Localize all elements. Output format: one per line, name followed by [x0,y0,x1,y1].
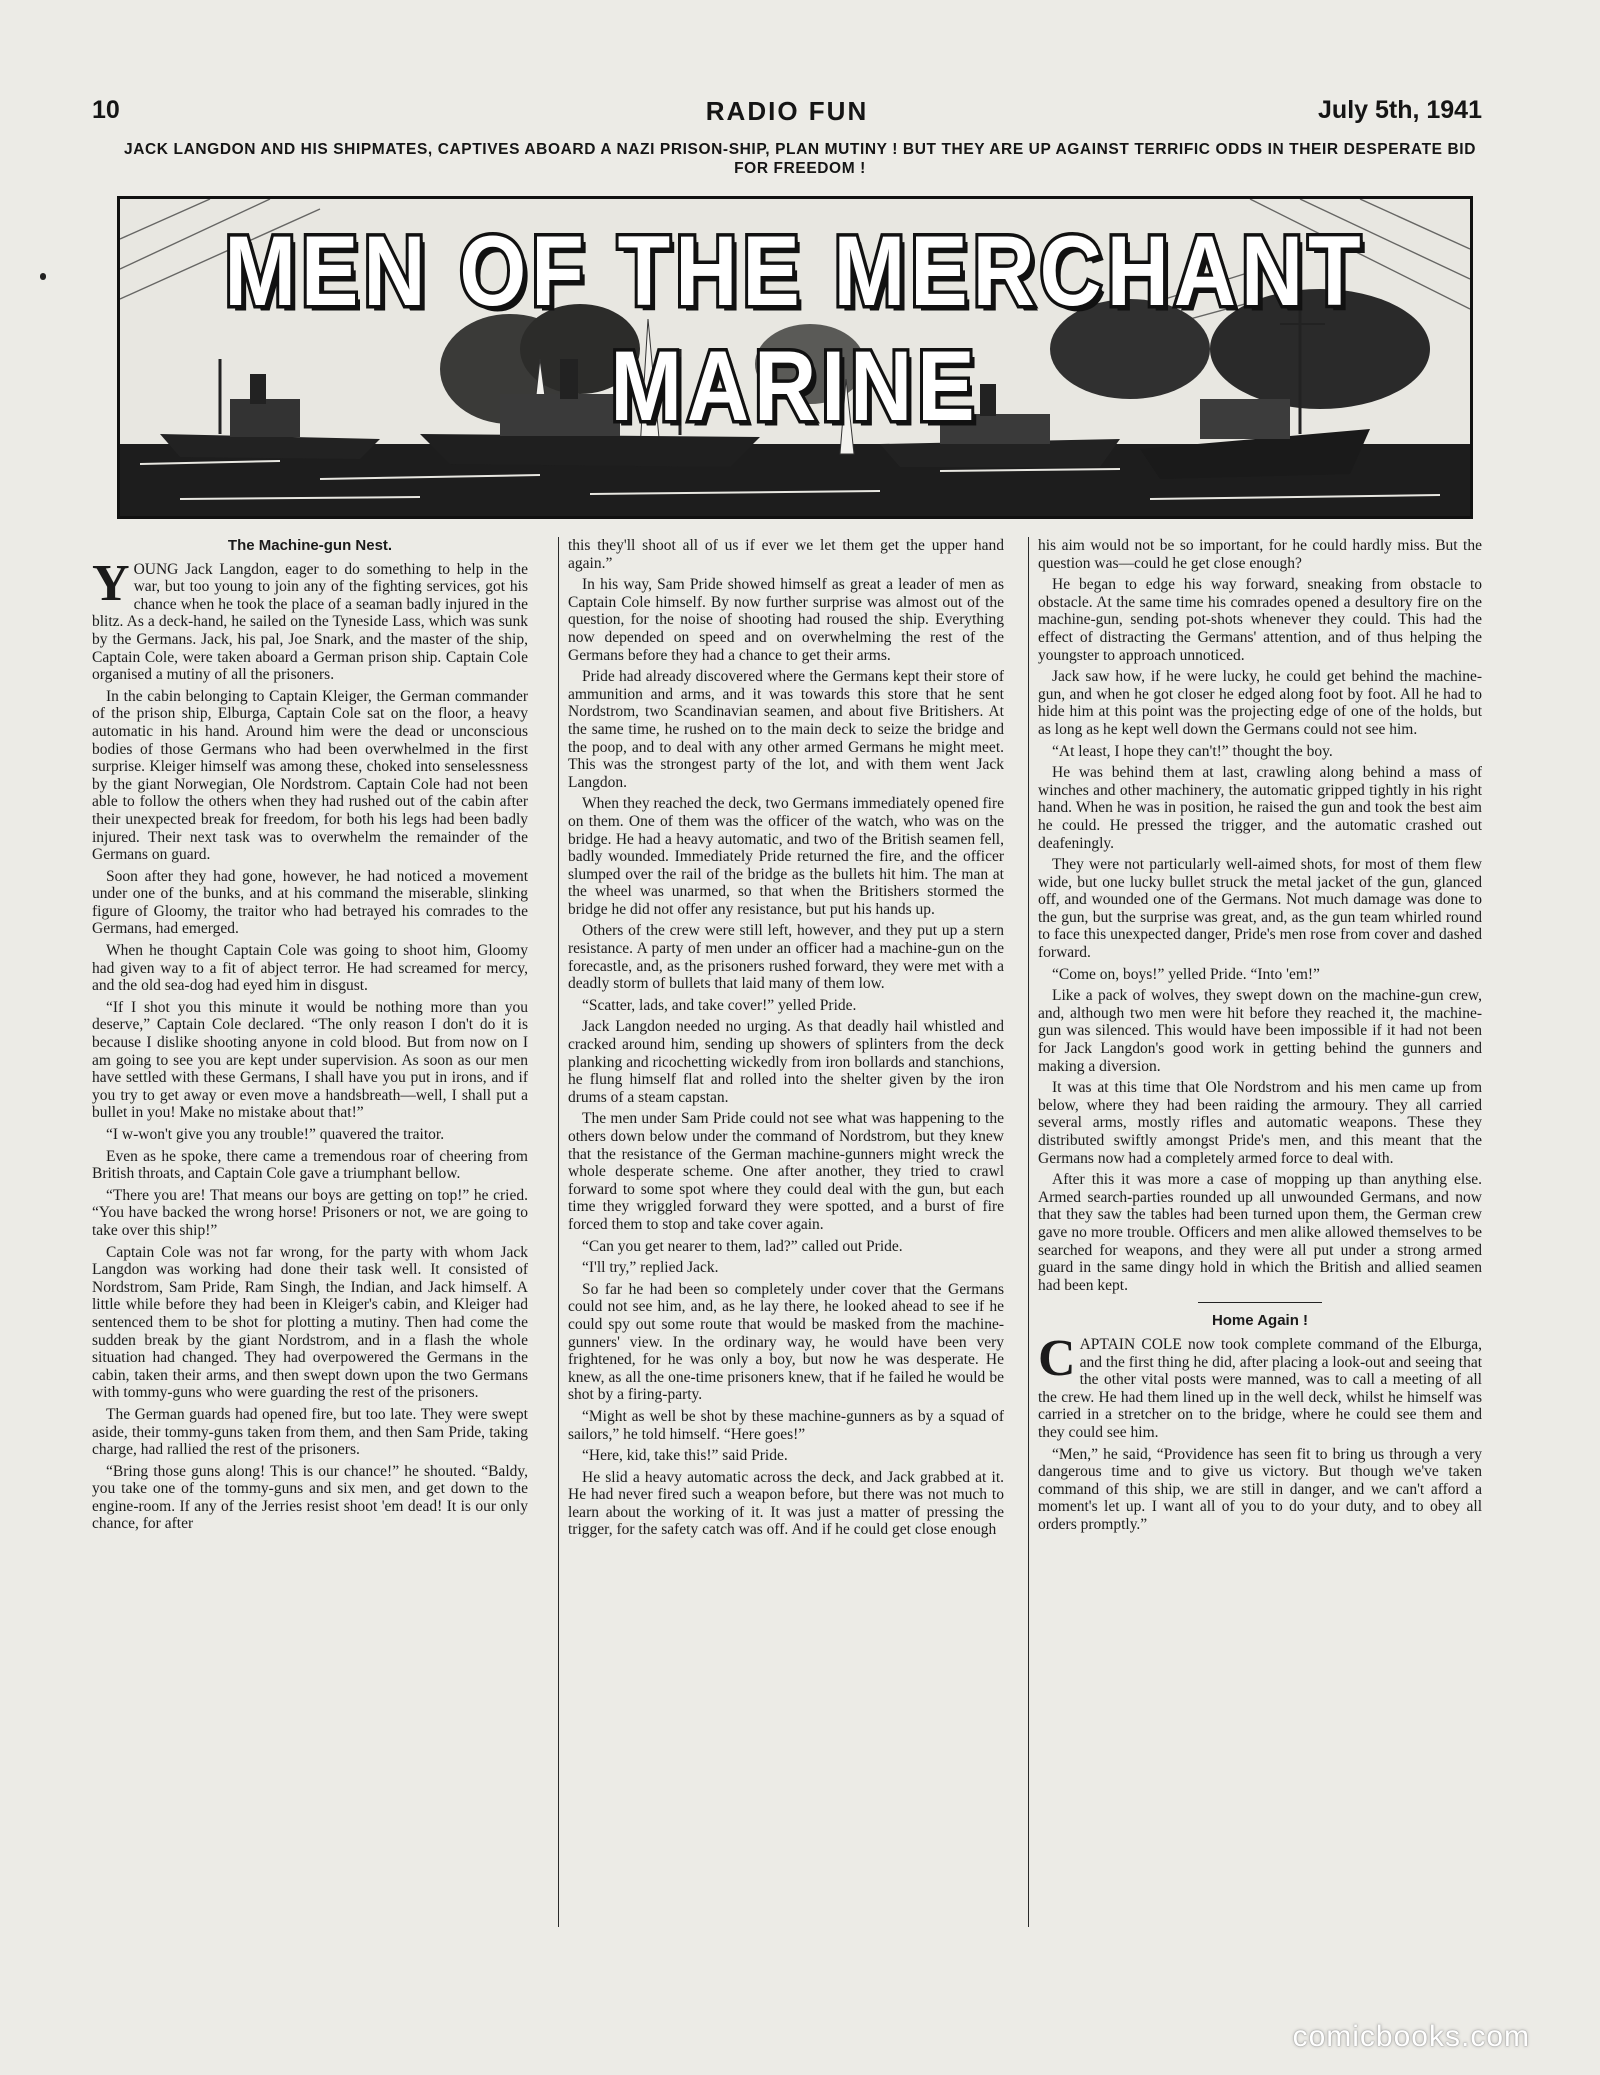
paragraph-text: In the cabin belonging to Captain Kleiger, the German commander of the prison ship, Elburga, Captain Cole sat on the floor, a heavy automatic in his hand. Around him were the dead or unconscious bodies of those Germans who had been overwhelmed in the first surprise. Kleiger himself was among these, choked into senselessness by the giant Norwegian, Ole Nordstrom. Captain Cole had not been able to follow the others when they had rushed out of the cabin after their unexpected break for freedom, for both his legs had been badly injured. Their next task was to overwhelm the remainder of the Germans on guard. [92,687,528,864]
paragraph-text: his aim would not be so important, for he could hardly miss. But the question was—could he get close enough? [1038,537,1482,572]
story-column-2 [568,537,1004,1937]
paragraph-text: “Can you get nearer to them, lad?” called out Pride. [582,1237,903,1255]
paragraph-text: Others of the crew were still left, however, and they put up a stern resistance. A party of men under an officer had a machine-gun on the forecastle, and, as the prisoners rushed forward, they were met with a deadly storm of bullets that laid many of them low. [568,922,1004,993]
story-paragraph [92,688,528,864]
paragraph-text: this they'll shoot all of us if ever we let them get the upper hand again.” [568,537,1004,572]
paragraph-text: When he thought Captain Cole was going to shoot him, Gloomy had given way to a fit of abject terror. He had screamed for mercy, and the old sea-dog had eyed him in disgust. [92,942,528,995]
paragraph-text: Even as he spoke, there came a tremendous roar of cheering from British throats, and Captain Cole gave a triumphant bellow. [92,1147,528,1183]
story-paragraph [1038,576,1482,664]
story-paragraph [1038,764,1482,852]
drop-cap: C [1038,1329,1076,1387]
ink-speck [40,273,46,280]
story-paragraph [92,554,528,684]
paragraph-text: Pride had already discovered where the Germans kept their store of ammunition and arms, and it was towards this store that he sent Nordstrom, two Scandinavian seamen, and about five Britishers. At the same time, he rushed on to the main deck to seize the bridge and the poop, and to deal with any other armed Germans he might meet. This was the strongest party of the lot, and with them went Jack Langdon. [568,668,1004,791]
paragraph-text: He was behind them at last, crawling along behind a mass of winches and other machinery, the automatic gripped tightly in his right hand. When he was in position, he raised the gun and took the best aim he could. He pressed the trigger, and the automatic crashed out deafeningly. [1038,764,1482,852]
story-paragraph [92,1126,528,1144]
paragraph-text: The men under Sam Pride could not see what was happening to the others down below under the command of Nordstrom, but they knew that the resistance of the German machine-gunners might wreck the whole desperate scheme. One after another, they tried to crawl forward to some spot where they could deal with the gun, but each time they wriggled forward they were spotted, and a burst of fire forced them to stop and take cover again. [568,1110,1004,1233]
drop-cap: Y [92,554,130,612]
paragraph-text: They were not particularly well-aimed shots, for most of them flew wide, but one lucky bullet struck the metal jacket of the gun, glanced off, and wounded one of the Germans. Not much damage was done to the gun, but the surprise was great, and, as the gun team whirled round to face this unexpected danger, Pride's men rose from cover and dashed forward. [1038,856,1482,962]
paragraph-text: “Bring those guns along! This is our chance!” he shouted. “Baldy, you take one of the tommy-guns and six men, and get down to the engine-room. If any of the Jerries resist shoot 'em dead! It is our only chance, for after [92,1462,528,1533]
paragraph-text: Jack Langdon needed no urging. As that deadly hail whistled and cracked around him, sending up showers of splinters from the deck planking and ricochetting wickedly from iron bollards and stanchions, he flung himself flat and rolled into the shelter given by the iron drums of a steam capstan. [568,1018,1004,1106]
paragraph-text: In his way, Sam Pride showed himself as great a leader of men as Captain Cole himself. By now further surprise was almost out of the question, for the noise of shooting had roused the ship. Everything now depended on speed and on overwhelming the rest of the Germans before they had a chance to get their arms. [568,576,1004,664]
issue-date: July 5th, 1941 [1318,96,1482,124]
banner-title: MEN OF THE MERCHANT MARINE [224,216,1366,442]
paragraph-text: He began to edge his way forward, sneaking from obstacle to obstacle. At the same time his comrades opened a desultory fire on the machine-gun, sending pot-shots whenever they could. This had the effect of distracting the Germans' attention, and of thus helping the youngster to approach unnoticed. [1038,576,1482,664]
story-paragraph [1038,987,1482,1075]
story-paragraph [1038,1079,1482,1167]
paragraph-text: “Might as well be shot by these machine-gunners as by a squad of sailors,” he told himself. “Here goes!” [568,1407,1004,1443]
paragraph-text: OUNG Jack Langdon, eager to do something to help in the war, but too young to join any of the fighting services, got his chance when he took the place of a seaman badly injured in the blitz. As a deck-hand, he sailed on the Tyneside Lass, which was sunk by the Germans. Jack, his pal, Joe Snark, and the master of the ship, Captain Cole, were taken aboard a German prison ship. Captain Cole organised a mutiny of all the prisoners. [92,560,528,684]
story-paragraph [1038,668,1482,738]
story-paragraph [568,1018,1004,1106]
story-column-1 [92,537,528,1937]
paragraph-text: So far he had been so completely under cover that the Germans could not see him, and, as he lay there, he looked ahead to see if he could spy out some route that would be masked from the machine-gunners' view. In the ordinary way, he would have been very frightened, for he was only a boy, but now he was desperate. He knew, as all the one-time prisoners knew, that if he failed he would be shot by a firing-party. [568,1280,1004,1404]
paragraph-text: It was at this time that Ole Nordstrom and his men came up from below, where they had been raiding the armoury. They all carried several arms, mostly rifles and automatic weapons. These they distributed swiftly amongst Pride's men, and this meant that the Germans now had a completely armed force to deal with. [1038,1079,1482,1167]
story-paragraph [568,1110,1004,1233]
story-paragraph [1038,966,1482,984]
story-paragraph [568,1447,1004,1465]
paragraph-text: Soon after they had gone, however, he had noticed a movement under one of the bunks, and at his command the miserable, slinking figure of Gloomy, the traitor who had betrayed his comrades to the Germans, had emerged. [92,867,528,938]
story-paragraph [92,942,528,995]
story-paragraph [92,868,528,938]
story-paragraph [92,1148,528,1183]
paragraph-text: The German guards had opened fire, but too late. They were swept aside, their tommy-guns taken from them, and then Sam Pride, taking charge, had rallied the rest of the prisoners. [92,1405,528,1459]
paragraph-text: Like a pack of wolves, they swept down on the machine-gun crew, and, although two men were hit before they reached it, the machine-gun was silenced. This would have been impossible if it had not been for Jack Langdon's good work in getting behind the gunners and making a diversion. [1038,987,1482,1075]
paragraph-text: “Scatter, lads, and take cover!” yelled Pride. [582,996,857,1014]
story-teaser: JACK LANGDON AND HIS SHIPMATES, CAPTIVES ABOARD A NAZI PRISON-SHIP, PLAN MUTINY ! BUT THEY ARE UP AGAINST TERRIFIC ODDS IN THEIR DESPERATE BID FOR FREEDOM ! [124,141,1476,177]
paragraph-text: “I w-won't give you any trouble!” quavered the traitor. [106,1126,445,1143]
story-paragraph [568,997,1004,1015]
story-paragraph [568,1238,1004,1256]
story-paragraph [568,1408,1004,1443]
column-divider [1028,537,1029,1927]
story-paragraph [568,1259,1004,1277]
story-paragraph [568,922,1004,992]
story-paragraph [92,1463,528,1533]
story-paragraph [568,576,1004,664]
paragraph-text: “Come on, boys!” yelled Pride. “Into 'em!” [1052,965,1320,983]
story-paragraph [568,1469,1004,1539]
story-paragraph [1038,1171,1482,1294]
publication-title: RADIO FUN [705,96,869,126]
paragraph-text: “Here, kid, take this!” said Pride. [582,1447,788,1465]
story-paragraph [568,795,1004,918]
story-paragraph [568,668,1004,791]
story-paragraph [1038,743,1482,761]
column-divider [558,537,559,1927]
story-paragraph [92,1244,528,1402]
story-paragraph [92,999,528,1122]
story-column-3 [1038,537,1482,1937]
paragraph-text: “Men,” he said, “Providence has seen fit to bring us through a very dangerous time and to give us victory. But though we've taken command of this ship, we are still in danger, and we can't afford a moment's let up. I want all of you to do your duty, and to obey all orders promptly.” [1038,1445,1482,1533]
story-paragraph [568,537,1004,572]
paragraph-text: “At least, I hope they can't!” thought the boy. [1052,742,1333,760]
paragraph-text: APTAIN COLE now took complete command of the Elburga, and the first thing he did, after placing a look-out and seeing that the other vital posts were manned, was to call a meeting of all the crew. He had them lined up in the well deck, whilst he himself was carried in a stretcher on to the bridge, where he could see them and they could see him. [1038,1335,1482,1441]
story-paragraph [1038,1329,1482,1442]
paragraph-text: “I'll try,” replied Jack. [582,1259,719,1277]
story-paragraph [1038,856,1482,962]
story-paragraph [1038,1446,1482,1534]
paragraph-text: After this it was more a case of mopping up than anything else. Armed search-parties rounded up all unwounded Germans, and now that they saw the tables had been turned upon them, the German crew gave no more trouble. Officers and men alike allowed themselves to be searched for weapons, and they were all put under a strong armed guard in the same dingy hold in which the British and allied seamen had been kept. [1038,1171,1482,1294]
story-paragraph [92,1406,528,1459]
paragraph-text: When they reached the deck, two Germans immediately opened fire on them. One of them was the officer of the watch, who was on the bridge. He had a heavy automatic, and two of the British seamen fell, badly wounded. Immediately Pride returned the fire, and the officer slumped over the rail of the bridge as the bullets hit him. The man at the wheel was unarmed, so that when the Britishers stormed the bridge he did not offer any resistance, but put his hands up. [568,795,1004,918]
section-heading: Home Again ! [1038,1312,1482,1330]
title-banner [117,196,1473,519]
paragraph-text: “If I shot you this minute it would be nothing more than you deserve,” Captain Cole declared. “The only reason I don't do it is because I dislike shooting anyone in cold blood. But from now on I am going to see you are kept under supervision. As soon as our men have settled with these Germans, I shall have you put in irons, and if you try to get away or even move a handsbreath—well, I shall put a bullet in you! Make no mistake about that!” [92,998,528,1122]
page-number: 10 [92,96,120,124]
site-watermark: comicbooks.com [1292,2020,1530,2053]
paragraph-text: He slid a heavy automatic across the deck, and Jack grabbed at it. He had never fired such a weapon before, but there was not much to learn about the working of it. It was just a matter of pressing the trigger, for the safety catch was off. And if he could get close enough [568,1468,1004,1539]
paragraph-text: Jack saw how, if he were lucky, he could get behind the machine-gun, and when he got closer he edged along foot by foot. All he had to hide him at this point was the projecting edge of one of the holds, but as long as he kept well down the Germans could not see him. [1038,668,1482,738]
section-heading: The Machine-gun Nest. [227,537,393,554]
paragraph-text: “There you are! That means our boys are getting on top!” he cried. “You have backed the wrong horse! Prisoners or not, we are going to take over this ship!” [92,1186,528,1239]
story-paragraph [568,1281,1004,1404]
story-paragraph [92,1187,528,1240]
page-header [92,96,1482,128]
story-paragraph [1038,537,1482,572]
paragraph-text: Captain Cole was not far wrong, for the party with whom Jack Langdon was working had done their task well. It consisted of Nordstrom, Sam Pride, Ram Singh, the Indian, and Jack himself. A little while before they had been in Kleiger's cabin, and Kleiger had sentenced them to be shot for plotting a mutiny. Then had come the sudden break by the giant Nordstrom, and in a flash the whole situation had changed. They had overpowered the Germans in the cabin, taken their arms, and then swept down upon the two Germans with tommy-guns who were guarding the rest of the prisoners. [92,1243,528,1402]
